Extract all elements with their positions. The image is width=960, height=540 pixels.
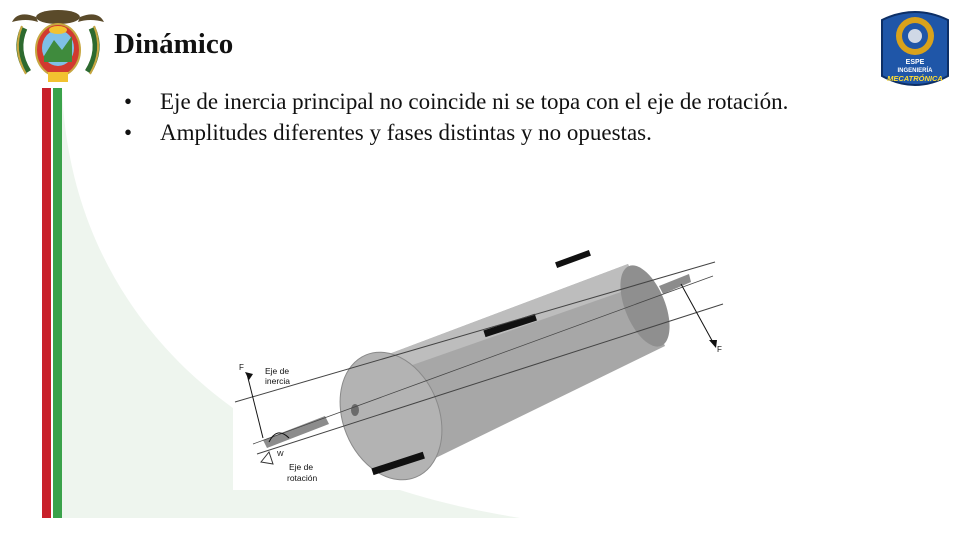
weight-label: W	[277, 451, 284, 458]
bullet-list	[120, 86, 850, 148]
mechatronics-logo-icon	[878, 6, 952, 88]
inertia-axis-label-line2: inercia	[265, 376, 291, 386]
bullet-icon: •	[124, 89, 133, 114]
bullet-icon: •	[124, 120, 133, 145]
slide-title: Dinámico	[114, 28, 234, 60]
inertia-axis-label-line1: Eje de	[265, 366, 290, 376]
rotation-axis-label-line2: rotación	[287, 473, 318, 483]
rotation-axis-label-line1: Eje de	[289, 462, 314, 472]
red-stripe	[42, 88, 51, 518]
rotor-unbalance-figure	[233, 248, 725, 490]
logo-line3: MECATRÓNICA	[887, 74, 943, 83]
force-label-right: F	[717, 345, 722, 354]
coat-of-arms-icon	[8, 6, 108, 88]
bullet-text: Amplitudes diferentes y fases distintas y no opuestas.	[160, 120, 652, 145]
green-stripe	[53, 88, 62, 518]
bullet-item	[120, 117, 850, 148]
bullet-text: Eje de inercia principal no coincide ni se topa con el eje de rotación.	[160, 89, 789, 114]
logo-line2: INGENIERÍA	[897, 68, 933, 74]
logo-line1: ESPE	[905, 59, 925, 66]
bullet-item	[120, 86, 850, 117]
force-label-left: F	[239, 363, 244, 372]
